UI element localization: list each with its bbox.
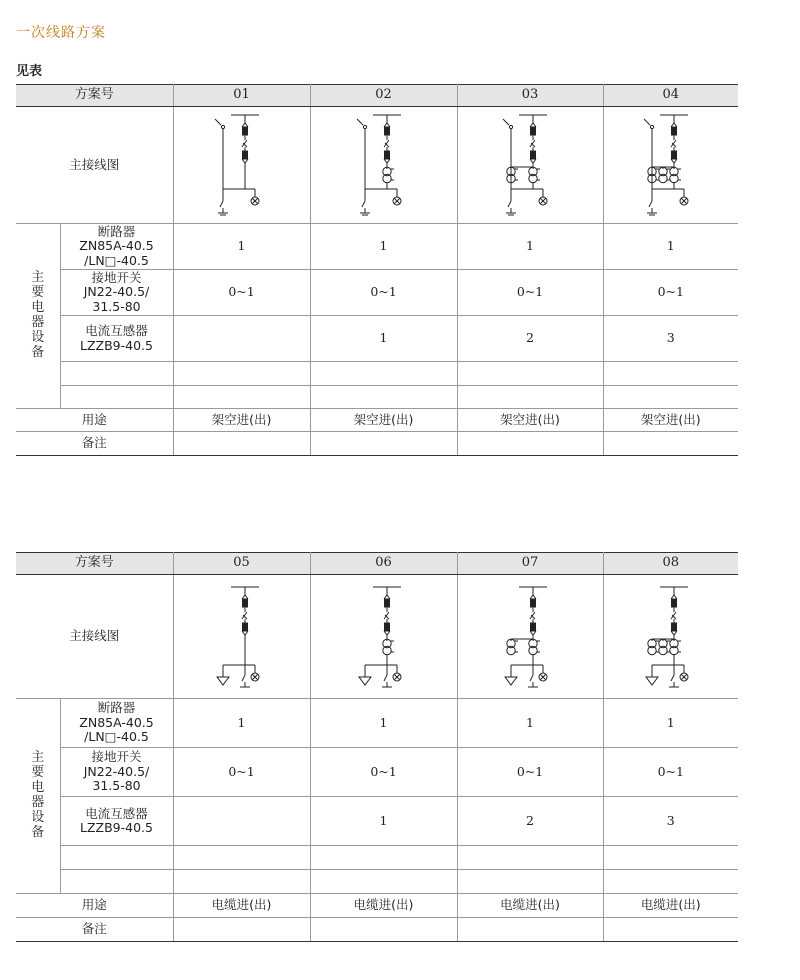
scheme-no-label: 方案号 — [16, 553, 173, 575]
usage-value: 电缆进(出) — [457, 894, 603, 918]
breaker-qty: 1 — [457, 224, 603, 270]
scheme-table-1 — [16, 84, 738, 456]
usage-value: 电缆进(出) — [173, 894, 310, 918]
ct-qty: 1 — [310, 316, 457, 362]
device-model: /LN□-40.5 — [84, 729, 149, 745]
ct-device — [60, 316, 173, 362]
ct-device — [60, 797, 173, 846]
usage-label: 用途 — [16, 409, 173, 432]
breaker-qty: 1 — [173, 699, 310, 748]
scheme-no: 08 — [603, 553, 738, 575]
scheme-no: 03 — [457, 85, 603, 107]
device-model: JN22-40.5/ — [83, 763, 150, 779]
remarks-value — [173, 918, 310, 942]
breaker-device — [60, 699, 173, 748]
earthing-switch-device — [60, 748, 173, 797]
earthing-qty: 0~1 — [457, 748, 603, 797]
empty-cell — [60, 846, 173, 870]
ct-qty: 1 — [310, 797, 457, 846]
empty-cell — [60, 386, 173, 409]
earthing-qty: 0~1 — [603, 270, 738, 316]
earthing-qty: 0~1 — [173, 270, 310, 316]
remarks-value — [173, 432, 310, 456]
device-name: 断路器 — [97, 700, 136, 716]
breaker-qty: 1 — [173, 224, 310, 270]
wiring-diagram — [457, 107, 603, 224]
device-name: 接地开关 — [91, 269, 142, 285]
device-model: /LN□-40.5 — [84, 252, 149, 268]
usage-value: 架空进(出) — [173, 409, 310, 432]
diagram-label: 主接线图 — [16, 107, 173, 224]
ct-qty — [173, 797, 310, 846]
breaker-qty: 1 — [457, 699, 603, 748]
empty-cell — [310, 386, 457, 409]
remarks-value — [457, 918, 603, 942]
see-table-label: 见表 — [16, 64, 43, 79]
device-model: 31.5-80 — [92, 298, 141, 314]
breaker-qty: 1 — [603, 699, 738, 748]
breaker-qty: 1 — [310, 699, 457, 748]
single-line-diagram — [495, 581, 565, 693]
wiring-diagram — [603, 107, 738, 224]
single-line-diagram — [207, 581, 277, 693]
device-name: 断路器 — [97, 223, 136, 239]
remarks-value — [310, 432, 457, 456]
earthing-qty: 0~1 — [310, 748, 457, 797]
single-line-diagram — [495, 109, 565, 221]
device-name: 接地开关 — [91, 749, 142, 765]
empty-cell — [603, 846, 738, 870]
empty-cell — [173, 386, 310, 409]
remarks-label: 备注 — [16, 918, 173, 942]
empty-cell — [173, 846, 310, 870]
scheme-no: 02 — [310, 85, 457, 107]
ct-qty: 2 — [457, 797, 603, 846]
device-model: 31.5-80 — [92, 778, 141, 794]
empty-cell — [457, 846, 603, 870]
scheme-no-label: 方案号 — [16, 85, 173, 107]
device-model: JN22-40.5/ — [83, 284, 150, 300]
usage-value: 电缆进(出) — [603, 894, 738, 918]
usage-value: 架空进(出) — [603, 409, 738, 432]
empty-cell — [457, 870, 603, 894]
scheme-no: 05 — [173, 553, 310, 575]
wiring-diagram — [173, 107, 310, 224]
usage-value: 架空进(出) — [310, 409, 457, 432]
single-line-diagram — [636, 581, 706, 693]
wiring-diagram — [173, 575, 310, 699]
breaker-device — [60, 224, 173, 270]
empty-cell — [603, 362, 738, 386]
empty-cell — [457, 386, 603, 409]
empty-cell — [310, 870, 457, 894]
wiring-diagram — [310, 575, 457, 699]
scheme-no: 07 — [457, 553, 603, 575]
device-name: 电流互感器 — [85, 805, 148, 821]
empty-cell — [603, 386, 738, 409]
empty-cell — [310, 846, 457, 870]
device-model: ZN85A-40.5 — [79, 714, 154, 730]
single-line-diagram — [349, 109, 419, 221]
remarks-label: 备注 — [16, 432, 173, 456]
device-model: LZZB9-40.5 — [80, 337, 153, 353]
empty-cell — [173, 362, 310, 386]
earthing-qty: 0~1 — [310, 270, 457, 316]
wiring-diagram — [603, 575, 738, 699]
single-line-diagram — [207, 109, 277, 221]
earthing-qty: 0~1 — [173, 748, 310, 797]
ct-qty — [173, 316, 310, 362]
single-line-diagram — [636, 109, 706, 221]
section-title: 一次线路方案 — [16, 25, 106, 41]
empty-cell — [60, 870, 173, 894]
device-name: 电流互感器 — [85, 323, 148, 339]
empty-cell — [603, 870, 738, 894]
ct-qty: 2 — [457, 316, 603, 362]
wiring-diagram — [457, 575, 603, 699]
device-model: ZN85A-40.5 — [79, 238, 154, 254]
usage-label: 用途 — [16, 894, 173, 918]
main-equipment-label: 主 要 电 器 设 备 — [16, 224, 60, 409]
empty-cell — [173, 870, 310, 894]
main-equipment-label: 主 要 电 器 设 备 — [16, 699, 60, 894]
diagram-label: 主接线图 — [16, 575, 173, 699]
empty-cell — [457, 362, 603, 386]
empty-cell — [60, 362, 173, 386]
earthing-qty: 0~1 — [457, 270, 603, 316]
remarks-value — [310, 918, 457, 942]
ct-qty: 3 — [603, 316, 738, 362]
usage-value: 电缆进(出) — [310, 894, 457, 918]
scheme-no: 06 — [310, 553, 457, 575]
remarks-value — [603, 918, 738, 942]
breaker-qty: 1 — [603, 224, 738, 270]
earthing-qty: 0~1 — [603, 748, 738, 797]
earthing-switch-device — [60, 270, 173, 316]
scheme-no: 04 — [603, 85, 738, 107]
empty-cell — [310, 362, 457, 386]
usage-value: 架空进(出) — [457, 409, 603, 432]
scheme-no: 01 — [173, 85, 310, 107]
ct-qty: 3 — [603, 797, 738, 846]
scheme-table-2 — [16, 552, 738, 942]
remarks-value — [457, 432, 603, 456]
breaker-qty: 1 — [310, 224, 457, 270]
device-model: LZZB9-40.5 — [80, 820, 153, 835]
wiring-diagram — [310, 107, 457, 224]
remarks-value — [603, 432, 738, 456]
single-line-diagram — [349, 581, 419, 693]
